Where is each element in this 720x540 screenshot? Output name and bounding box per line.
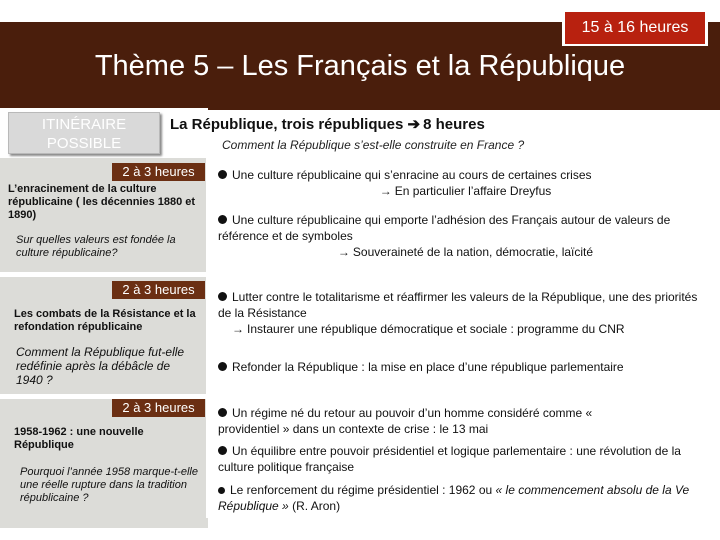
bullet-icon <box>218 215 227 224</box>
point-1-1-sub-text: En particulier l’affaire Dreyfus <box>394 184 552 198</box>
section-2-question: Comment la République fut-elle redéfinie après la débâcle de 1940 ? <box>16 345 185 387</box>
point-1-2-text: Une culture républicaine qui emporte l’adhésion des Français autour de valeurs de référence et de symboles <box>218 213 671 243</box>
hours-tag-2: 2 à 3 heures <box>112 281 205 299</box>
row-divider-1 <box>0 272 208 277</box>
bullet-icon <box>218 487 225 494</box>
point-3-3-text-b: « le commencement absolu de la Ve République » <box>218 483 690 513</box>
section-heading-text: La République, trois républiques <box>170 116 404 133</box>
itinerary-line-1: ITINÉRAIRE <box>41 116 127 133</box>
bullet-icon <box>218 446 227 455</box>
hours-tag-3: 2 à 3 heures <box>112 399 205 417</box>
point-3-2 <box>218 443 713 475</box>
right-arrow-icon: → <box>379 184 392 198</box>
point-2-2 <box>218 359 713 375</box>
point-2-1-sub <box>218 321 713 337</box>
point-1-1 <box>218 167 713 199</box>
section-heading-hours: 8 heures <box>423 116 485 133</box>
bullet-icon <box>218 292 227 301</box>
section-3-question: Pourquoi l’année 1958 marque-t-elle une réelle rupture dans la tradition républicaine ? <box>20 466 198 504</box>
point-2-1-sub-text: Instaurer une république démocratique et sociale : programme du CNR <box>247 322 625 336</box>
section-1-question: Sur quelles valeurs est fondée la culture républicaine? <box>16 234 176 259</box>
section-1-title: L’enracinement de la culture républicaine ( les décennies 1880 et 1890) <box>8 183 196 221</box>
point-3-1 <box>218 405 638 437</box>
point-2-1-text: Lutter contre le totalitarisme et réaffirmer les valeurs de la République, une des priorités de la Résistance <box>218 290 698 320</box>
point-3-3-text-a: Le renforcement du régime présidentiel : 1962 ou <box>230 483 493 497</box>
section-2-title: Les combats de la Résistance et la refondation républicaine <box>14 308 196 333</box>
section-question: Comment la République s’est-elle construite en France ? <box>222 138 525 152</box>
point-1-2-sub-text: Souveraineté de la nation, démocratie, laïcité <box>352 245 594 259</box>
point-1-2 <box>218 212 713 260</box>
bullet-icon <box>218 170 227 179</box>
point-2-1 <box>218 289 713 337</box>
point-2-2-text: Refonder la République : la mise en place d’une république parlementaire <box>232 360 624 374</box>
duration-badge: 15 à 16 heures <box>565 12 705 44</box>
point-1-1-sub <box>218 183 713 199</box>
right-arrow-icon: → <box>232 322 244 336</box>
column-divider <box>206 158 210 518</box>
point-1-2-sub <box>218 244 713 260</box>
itinerary-line-2: POSSIBLE <box>46 135 122 152</box>
bullet-icon <box>218 362 227 371</box>
right-arrow-icon: → <box>337 245 350 259</box>
section-heading <box>170 115 485 133</box>
itinerary-box <box>8 112 160 154</box>
section-3-title: 1958-1962 : une nouvelle République <box>14 426 144 451</box>
hours-tag-1: 2 à 3 heures <box>112 163 205 181</box>
page-title: Thème 5 – Les Français et la République <box>94 50 626 82</box>
point-3-1-text: Un régime né du retour au pouvoir d’un homme considéré comme « providentiel » dans un contexte de crise : le 13 mai <box>218 406 593 436</box>
right-arrow-icon: ➔ <box>407 116 421 133</box>
point-3-2-text: Un équilibre entre pouvoir présidentiel et logique parlementaire : une révolution de la culture politique française <box>218 444 681 474</box>
point-3-3 <box>218 482 713 514</box>
point-1-1-text: Une culture républicaine qui s’enracine au cours de certaines crises <box>232 168 592 182</box>
bullet-icon <box>218 408 227 417</box>
point-3-3-text-c: (R. Aron) <box>292 499 341 513</box>
